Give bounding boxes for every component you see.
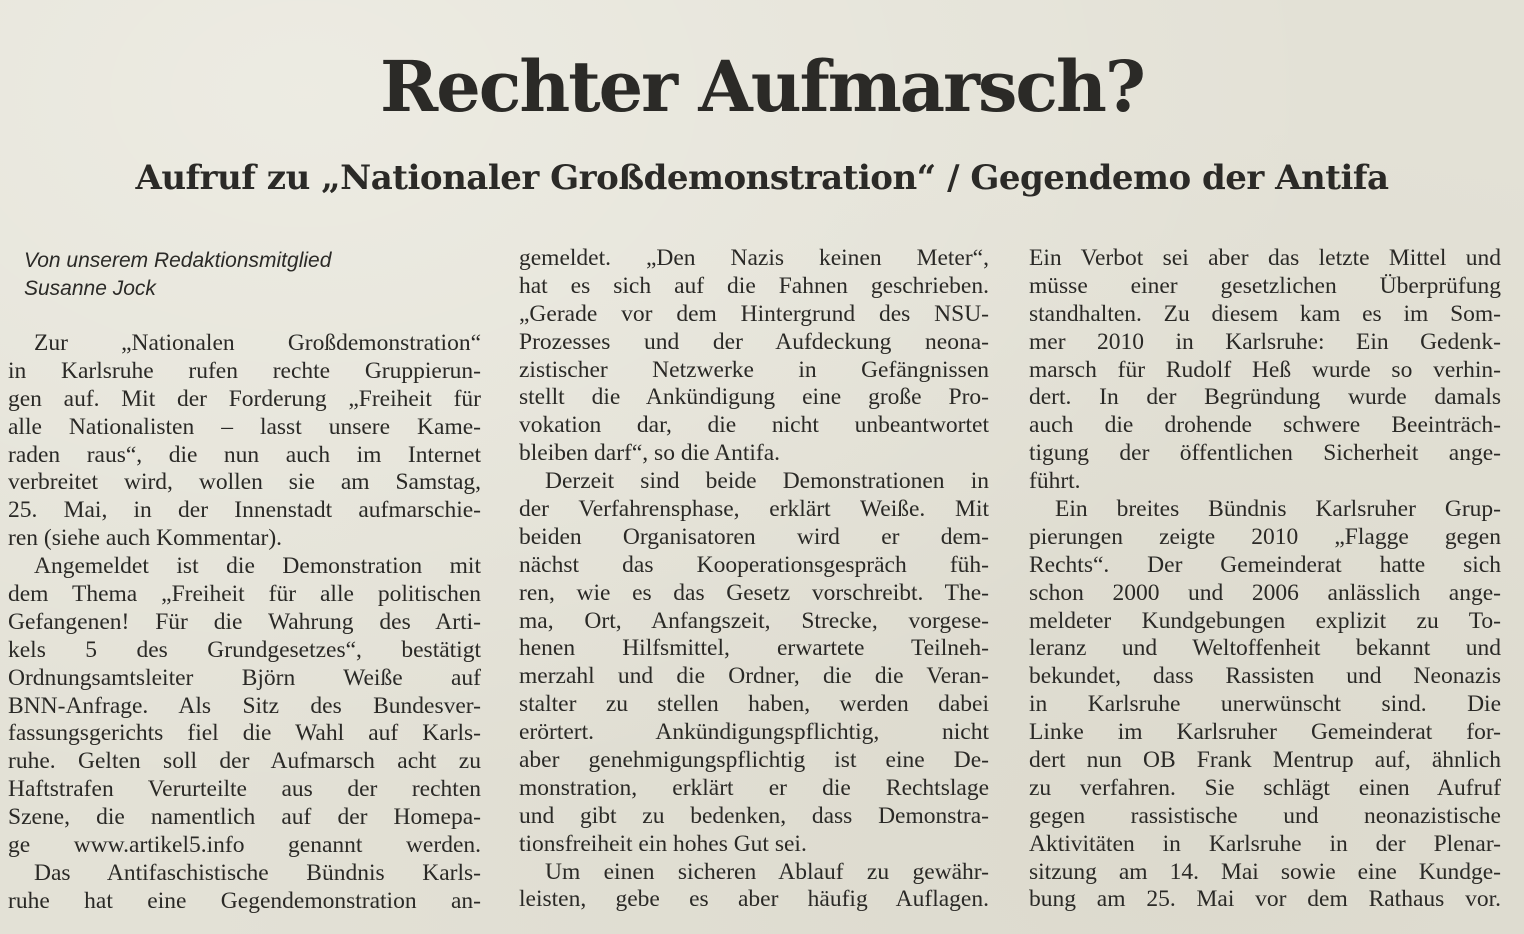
text-line: bleiben darf“, so die Antifa. <box>519 440 781 467</box>
text-line: stalter zu stellen haben, werden dabei <box>519 691 989 718</box>
text-line: alle Nationalisten – lasst unsere Kame- <box>8 413 481 440</box>
text-line: sitzung am 14. Mai sowie eine Kundge- <box>1029 858 1501 885</box>
text-line: vokation dar, die nicht unbeantwortet <box>519 412 989 439</box>
text-line: Gefangenen! Für die Wahrung des Arti- <box>8 608 481 635</box>
text-line: ma, Ort, Anfangszeit, Strecke, vorgese- <box>519 607 989 634</box>
text-line: tigung der öffentlichen Sicherheit ange- <box>1029 440 1501 467</box>
text-line: marsch für Rudolf Heß wurde so verhin- <box>1029 356 1501 383</box>
text-line: leisten, gebe es aber häufig Auflagen. <box>519 886 989 913</box>
text-line: gegen rassistische und neonazistische <box>1029 802 1501 829</box>
article-column-1 <box>8 330 481 916</box>
text-line: standhalten. Zu diesem kam es im Som- <box>1029 300 1501 327</box>
text-line: „Gerade vor dem Hintergrund des NSU- <box>519 300 989 327</box>
text-line: gemeldet. „Den Nazis keinen Meter“, <box>519 245 989 271</box>
text-line: müsse einer gesetzlichen Überprüfung <box>1029 272 1501 299</box>
text-line: auch die drohende schwere Beeinträch- <box>1029 412 1501 439</box>
text-line: ren, wie es das Gesetz vorschreibt. The- <box>519 579 989 606</box>
text-line: in Karlsruhe rufen rechte Gruppierun- <box>8 357 481 384</box>
text-line: kels 5 des Grundgesetzes“, bestätigt <box>8 636 481 663</box>
text-line: zu verfahren. Sie schlägt einen Aufruf <box>1029 774 1501 801</box>
text-line: ruhe hat eine Gegendemonstration an- <box>8 887 481 914</box>
text-line: bung am 25. Mai vor dem Rathaus vor. <box>1029 886 1501 913</box>
text-line: verbreitet wird, wollen sie am Samstag, <box>8 469 481 496</box>
text-line: in Karlsruhe unerwünscht sind. Die <box>1029 691 1501 718</box>
text-line: dert. In der Begründung wurde damals <box>1029 384 1501 411</box>
text-line: merzahl und die Ordner, die die Veran- <box>519 663 989 690</box>
text-line: meldeter Kundgebungen explizit zu To- <box>1029 607 1501 634</box>
article-headline: Rechter Aufmarsch? <box>380 45 1144 128</box>
text-line: zistischer Netzwerke in Gefängnissen <box>519 356 989 383</box>
article-column-2 <box>519 245 989 914</box>
article-subheadline: Aufruf zu „Nationaler Großdemonstration“ / Gegendemo der Antifa <box>135 158 1389 198</box>
text-line: Das Antifaschistische Bündnis Karls- <box>34 859 481 886</box>
text-line: hat es sich auf die Fahnen geschrieben. <box>519 272 989 299</box>
text-line: mer 2010 in Karlsruhe: Ein Gedenk- <box>1029 328 1501 355</box>
text-line: dem Thema „Freiheit für alle politischen <box>8 581 481 608</box>
text-line: raden raus“, die nun auch im Internet <box>8 441 481 468</box>
text-line: Ein Verbot sei aber das letzte Mittel und <box>1029 245 1501 271</box>
text-line: pierungen zeigte 2010 „Flagge gegen <box>1029 523 1501 550</box>
byline-author: Susanne Jock <box>24 277 156 300</box>
text-line: BNN-Anfrage. Als Sitz des Bundesver- <box>8 692 481 719</box>
text-line: monstration, erklärt er die Rechtslage <box>519 774 989 801</box>
text-line: ruhe. Gelten soll der Aufmarsch acht zu <box>8 748 481 775</box>
text-line: fassungsgerichts fiel die Wahl auf Karls- <box>8 720 481 747</box>
text-line: ge www.artikel5.info genannt werden. <box>8 832 481 859</box>
text-line: Rechts“. Der Gemeinderat hatte sich <box>1029 551 1501 578</box>
text-line: Zur „Nationalen Großdemonstration“ <box>34 330 481 356</box>
text-line: bekundet, dass Rassisten und Neonazis <box>1029 663 1501 690</box>
text-line: Haftstrafen Verurteilte aus der rechten <box>8 776 481 803</box>
text-line: Ordnungsamtsleiter Björn Weiße auf <box>8 664 481 691</box>
text-line: nächst das Kooperationsgespräch füh- <box>519 551 989 578</box>
article-column-3 <box>1029 245 1501 914</box>
text-line: Linke im Karlsruher Gemeinderat for- <box>1029 719 1501 746</box>
text-line: und gibt zu bedenken, dass Demonstra- <box>519 802 989 829</box>
text-line: beiden Organisatoren wird er dem- <box>519 523 989 550</box>
text-line: Ein breites Bündnis Karlsruher Grup- <box>1055 496 1501 523</box>
text-line: gen auf. Mit der Forderung „Freiheit für <box>8 385 481 412</box>
text-line: schon 2000 und 2006 anlässlich ange- <box>1029 579 1501 606</box>
text-line: stellt die Ankündigung eine große Pro- <box>519 384 989 411</box>
text-line: führt. <box>1029 468 1081 495</box>
text-line: Angemeldet ist die Demonstration mit <box>34 553 481 580</box>
text-line: henen Hilfsmittel, erwartete Teilneh- <box>519 635 989 662</box>
text-line: aber genehmigungspflichtig ist eine De- <box>519 747 989 774</box>
text-line: erörtert. Ankündigungspflichtig, nicht <box>519 719 989 746</box>
text-line: Um einen sicheren Ablauf zu gewähr- <box>545 858 989 885</box>
text-line: Szene, die namentlich auf der Homepa- <box>8 804 481 831</box>
text-line: Aktivitäten in Karlsruhe in der Plenar- <box>1029 830 1501 857</box>
text-line: Prozesses und der Aufdeckung neona- <box>519 328 989 355</box>
text-line: tionsfreiheit ein hohes Gut sei. <box>519 830 807 857</box>
text-line: ren (siehe auch Kommentar). <box>8 525 283 552</box>
text-line: der Verfahrensphase, erklärt Weiße. Mit <box>519 496 989 523</box>
text-line: 25. Mai, in der Innenstadt aufmarschie- <box>8 497 481 524</box>
article-byline <box>24 247 331 303</box>
text-line: Derzeit sind beide Demonstrationen in <box>545 468 989 495</box>
byline-line: Von unserem Redaktionsmitglied <box>24 249 332 272</box>
text-line: leranz und Weltoffenheit bekannt und <box>1029 635 1501 662</box>
text-line: dert nun OB Frank Mentrup auf, ähnlich <box>1029 747 1501 774</box>
